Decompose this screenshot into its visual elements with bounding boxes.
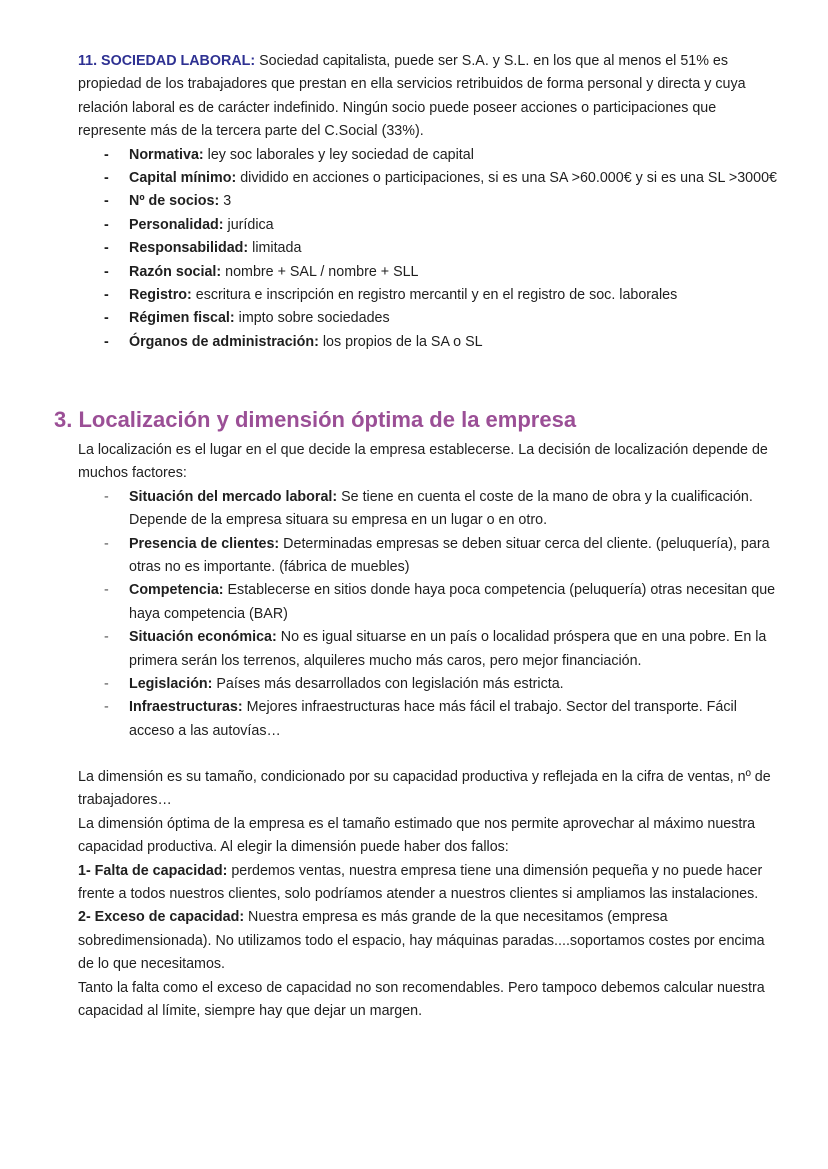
item-text: No es igual situarse en un país o localidad próspera que en una pobre. En la primera serán los terrenos, alquileres mucho más caros, pero mejor financiación. (129, 629, 767, 669)
dash-bullet: - (104, 629, 109, 646)
item-label: Órganos de administración: (129, 333, 319, 350)
list-item (78, 261, 778, 284)
item-text: escritura e inscripción en registro mercantil y en el registro de soc. laborales (191, 287, 678, 304)
item-label: Personalidad: (129, 216, 224, 233)
item-label: Presencia de clientes: (129, 535, 280, 552)
list-item (78, 307, 778, 330)
list-item (78, 673, 778, 696)
item-text: ley soc laborales y ley sociedad de capital (203, 146, 474, 163)
item-text: jurídica (223, 216, 274, 233)
item-text: Mejores infraestructuras hace más fácil el trabajo. Sector del transporte. Fácil acceso a las autovías… (129, 699, 737, 739)
item-label: Normativa: (129, 146, 204, 163)
dimension-block (78, 766, 778, 1023)
item-label: Razón social: (129, 263, 222, 280)
item-label: Competencia: (129, 582, 224, 599)
list-item (78, 237, 778, 260)
dash-bullet: - (104, 170, 109, 187)
list-item (78, 190, 778, 213)
item-text: los propios de la SA o SL (318, 333, 483, 350)
list-item (78, 626, 778, 673)
dash-bullet: - (104, 240, 109, 257)
dash-bullet: - (104, 310, 109, 327)
conclusion-paragraph: Tanto la falta como el exceso de capacidad no son recomendables. Pero tampoco debemos calcular nuestra capacidad al límite, siempre hay que dejar un margen. (78, 979, 765, 1020)
dash-bullet: - (104, 535, 109, 552)
list-item (78, 144, 778, 167)
sociedad-laboral-intro (78, 50, 778, 144)
item-label: Registro: (129, 287, 192, 304)
list-item (78, 167, 778, 190)
item-label: Nº de socios: (129, 193, 220, 210)
item-text: Países más desarrollados con legislación más estricta. (212, 676, 564, 693)
dash-bullet: - (104, 216, 109, 233)
list-item (78, 533, 778, 580)
list-item (78, 486, 778, 533)
sociedad-laboral-list (78, 144, 778, 355)
fallo-1-paragraph (78, 860, 778, 907)
dash-bullet: - (104, 333, 109, 350)
item-text: Se tiene en cuenta el coste de la mano de obra y la cualificación. Depende de la empresa situara su empresa en un lugar o en otro. (129, 488, 753, 529)
dash-bullet: - (104, 193, 109, 210)
factors-list (78, 486, 778, 743)
item-label: Infraestructuras: (129, 699, 243, 716)
dash-bullet: - (104, 582, 109, 599)
item-text: nombre + SAL / nombre + SLL (221, 263, 419, 280)
item-label: Legislación: (129, 676, 213, 693)
dash-bullet: - (104, 287, 109, 304)
item-text: impto sobre sociedades (234, 310, 390, 327)
dash-bullet: - (104, 146, 109, 163)
item-text: 3 (219, 193, 232, 210)
item-text: limitada (248, 240, 302, 257)
list-item (78, 284, 778, 307)
list-item (78, 579, 778, 626)
list-item (78, 696, 778, 743)
item-text: dividido en acciones o participaciones, si es una SA >60.000€ y si es una SL >3000€ (236, 170, 777, 187)
fallo-1-text: perdemos ventas, nuestra empresa tiene una dimensión pequeña y no puede hacer frente a todos nuestros clientes, solo podríamos atender a nuestros clientes si ampliamos las instalaciones. (78, 862, 763, 903)
dimension-paragraph-2: La dimensión óptima de la empresa es el tamaño estimado que nos permite aprovechar al máximo nuestra capacidad productiva. Al elegir la dimensión puede haber dos fallos: (78, 815, 756, 856)
fallo-1-label: 1- Falta de capacidad: (78, 862, 228, 879)
dash-bullet: - (104, 699, 109, 716)
item-label: Régimen fiscal: (129, 310, 235, 327)
localizacion-intro: La localización es el lugar en el que decide la empresa establecerse. La decisión de localización depende de muchos factores: (78, 442, 768, 482)
dash-bullet: - (104, 676, 109, 693)
dimension-paragraph-1: La dimensión es su tamaño, condicionado por su capacidad productiva y reflejada en la cifra de ventas, nº de trabajadores… (78, 769, 771, 809)
sociedad-laboral-intro-text: Sociedad capitalista, puede ser S.A. y S.L. en los que al menos el 51% es propiedad de los trabajadores que prestan en ella servicios retribuidos de forma personal y directa y cuya relación laboral es de carácter indefinido. Ningún socio puede poseer acciones o participaciones que represente más de la tercera parte del C.Social (33%). (78, 53, 746, 140)
fallo-2-paragraph (78, 906, 778, 976)
item-text: Establecerse en sitios donde haya poca competencia (peluquería) otras necesitan que haya competencia (BAR) (129, 582, 776, 622)
list-item (78, 214, 778, 237)
item-label: Situación económica: (129, 629, 277, 646)
item-label: Capital mínimo: (129, 170, 237, 187)
sociedad-laboral-block (78, 50, 778, 354)
fallo-2-label: 2- Exceso de capacidad: (78, 909, 245, 926)
dash-bullet: - (104, 488, 109, 505)
sociedad-laboral-heading: 11. SOCIEDAD LABORAL: (78, 53, 256, 69)
section-heading: 3. Localización y dimensión óptima de la empresa (54, 407, 577, 432)
dash-bullet: - (104, 263, 109, 280)
item-label: Situación del mercado laboral: (129, 488, 338, 505)
item-text: Determinadas empresas se deben situar cerca del cliente. (peluquería), para otras no es importante. (fábrica de muebles) (129, 535, 770, 576)
localizacion-block (78, 439, 778, 743)
fallo-2-text: Nuestra empresa es más grande de la que necesitamos (empresa sobredimensionada). No utilizamos todo el espacio, hay máquinas paradas....soportamos costes por encima de lo que necesitamos. (78, 909, 765, 973)
item-label: Responsabilidad: (129, 240, 249, 257)
list-item (78, 331, 778, 354)
